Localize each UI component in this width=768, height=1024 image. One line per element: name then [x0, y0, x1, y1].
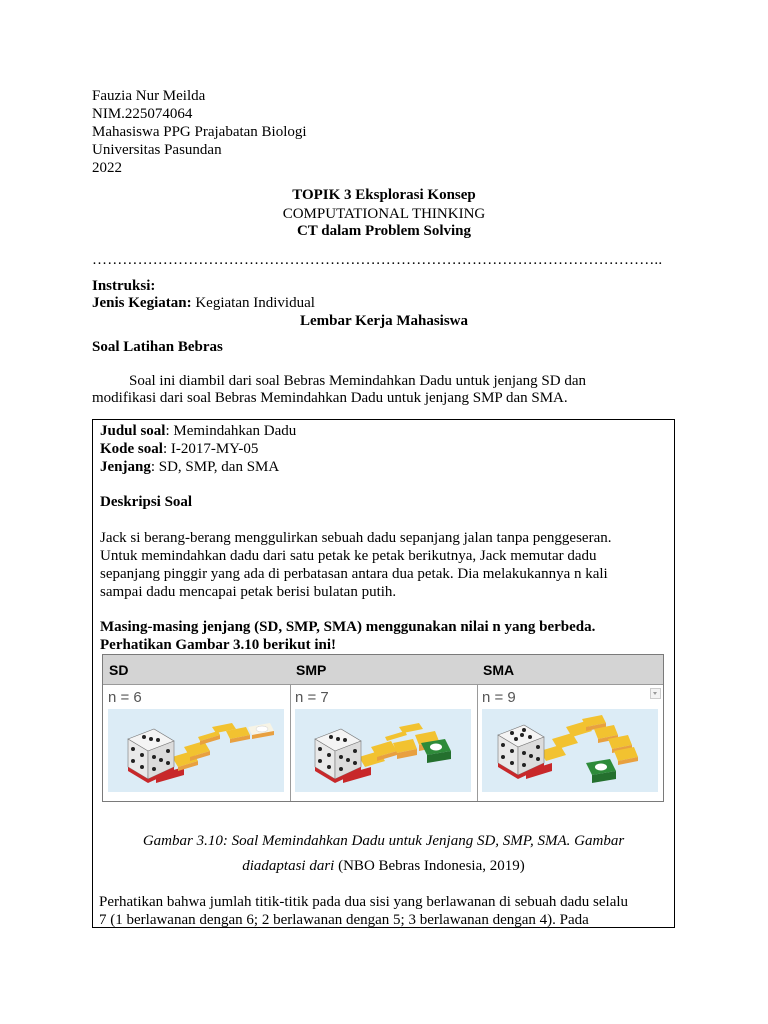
judul-line: [100, 422, 668, 440]
description-heading: Deskripsi Soal: [100, 494, 193, 510]
column-header: SMA: [477, 655, 663, 685]
figure-caption-line-1: Gambar 3.10: Soal Memindahkan Dadu untuk Jenjang SD, SMP, SMA. Gambar: [142, 833, 625, 849]
activity-value: Kegiatan Individual: [191, 295, 315, 311]
author-year: 2022: [92, 160, 122, 176]
column-header: SD: [103, 655, 290, 685]
topic-subtitle: COMPUTATIONAL THINKING: [282, 206, 486, 222]
n-value: n = 6: [108, 689, 142, 706]
column-sd: [103, 655, 291, 801]
dice-path-illustration: [295, 709, 471, 792]
jenjang-value: : SD, SMP, dan SMA: [150, 459, 280, 475]
tail-line-2: 7 (1 berlawanan dengan 6; 2 berlawanan dengan 5; 3 berlawanan dengan 4). Pada: [99, 912, 589, 928]
dotted-separator: …………………………………………………………………………………………………..: [92, 252, 663, 268]
description-line: sepanjang pinggir yang ada di perbatasan antara dua petak. Dia melakukannya n kali: [100, 566, 608, 582]
instruction-bold-line: Perhatikan Gambar 3.10 berikut ini!: [100, 637, 336, 653]
author-name: Fauzia Nur Meilda: [92, 88, 206, 104]
column-sma: [477, 655, 663, 801]
author-program: Mahasiswa PPG Prajabatan Biologi: [92, 124, 307, 140]
instruction-bold-line: Masing-masing jenjang (SD, SMP, SMA) menggunakan nilai n yang berbeda.: [100, 619, 596, 635]
kode-line: [100, 440, 668, 458]
dice-path-illustration: [482, 709, 658, 792]
dice-path-illustration: [108, 709, 284, 792]
caption-source: (NBO Bebras Indonesia, 2019): [334, 858, 525, 874]
author-nim: NIM.225074064: [92, 106, 193, 122]
author-university: Universitas Pasundan: [92, 142, 222, 158]
n-value: n = 9: [482, 689, 516, 706]
figure-caption-line-2: [92, 857, 675, 875]
jenjang-label: Jenjang: [100, 459, 151, 475]
judul-value: : Memindahkan Dadu: [165, 423, 297, 439]
tail-line-1: Perhatikan bahwa jumlah titik-titik pada dua sisi yang berlawanan di sebuah dadu selalu: [99, 894, 629, 910]
column-smp: [290, 655, 478, 801]
kode-value: : I-2017-MY-05: [162, 441, 259, 457]
topic-subheading: CT dalam Problem Solving: [296, 223, 472, 239]
n-value: n = 7: [295, 689, 329, 706]
author-header: [92, 87, 492, 177]
column-header: SMP: [290, 655, 477, 685]
intro-line-1: Soal ini diambil dari soal Bebras Memindahkan Dadu untuk jenjang SD dan: [129, 373, 587, 389]
description-line: Jack si berang-berang menggulirkan sebuah dadu sepanjang jalan tanpa penggeseran.: [100, 530, 612, 546]
figure-3-10-table: [102, 654, 664, 802]
topic-title: TOPIK 3 Eksplorasi Konsep: [292, 187, 476, 203]
activity-label: Jenis Kegiatan:: [92, 295, 192, 311]
instruction-label: Instruksi:: [92, 278, 156, 294]
intro-line-2: modifikasi dari soal Bebras Memindahkan Dadu untuk jenjang SMP dan SMA.: [92, 390, 568, 406]
kode-label: Kode soal: [100, 441, 163, 457]
caption-italic: diadaptasi dari: [242, 858, 335, 874]
activity-type: [92, 294, 315, 312]
section-heading: Soal Latihan Bebras: [92, 339, 223, 355]
description-line: sampai dadu mencapai petak berisi bulatan putih.: [100, 584, 397, 600]
worksheet-title: Lembar Kerja Mahasiswa: [299, 313, 469, 329]
dropdown-arrow-icon[interactable]: [650, 688, 661, 699]
judul-label: Judul soal: [100, 423, 166, 439]
description-line: Untuk memindahkan dadu dari satu petak ke petak berikutnya, Jack memutar dadu: [100, 548, 597, 564]
jenjang-line: [100, 458, 668, 476]
